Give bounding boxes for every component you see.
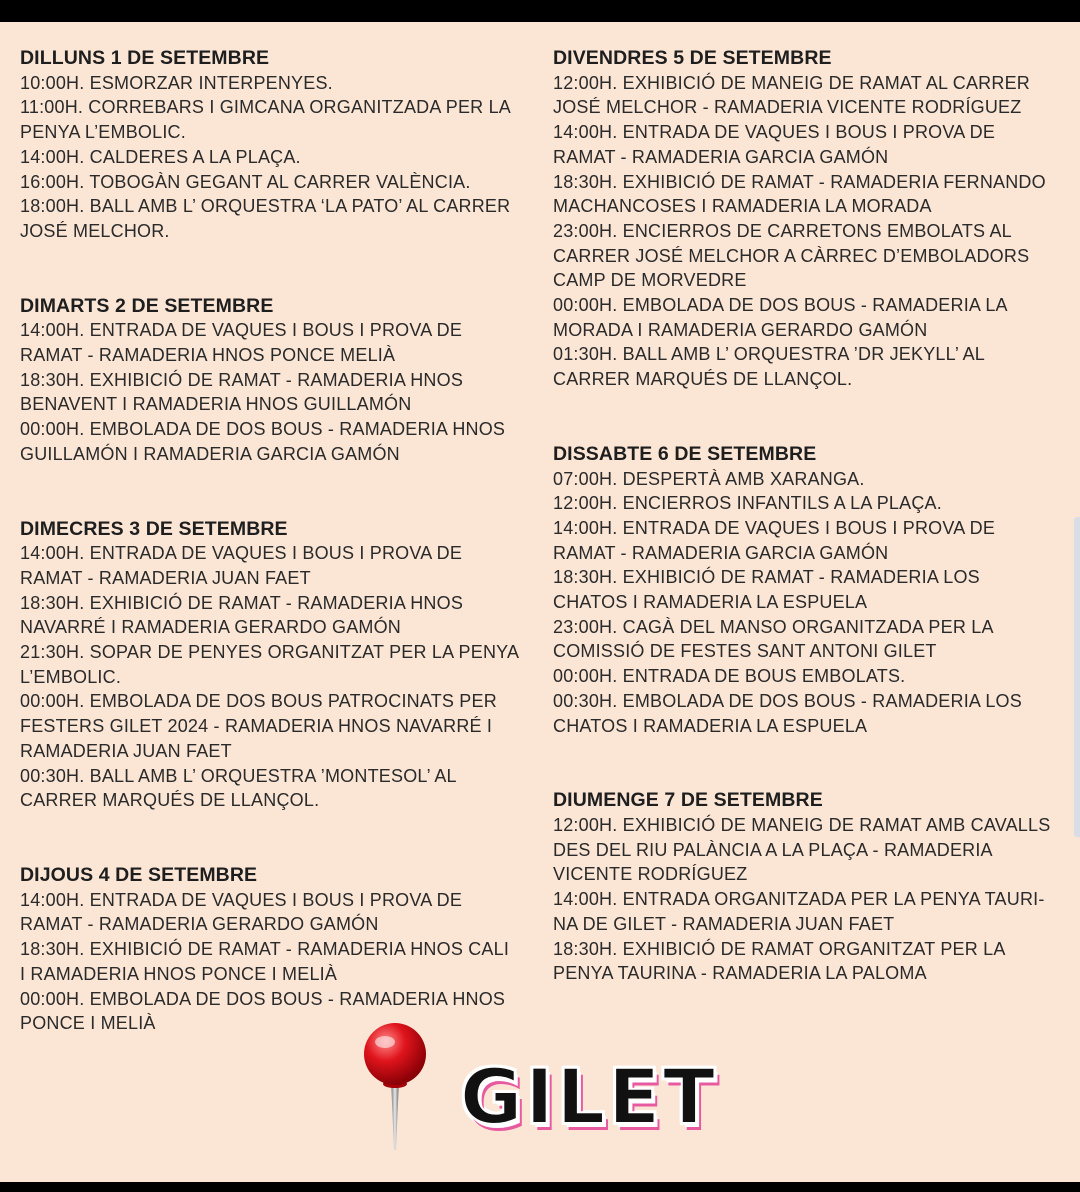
day-thursday (20, 863, 520, 1036)
event-item: 18:30H. EXHIBICIÓ DE RAMAT ORGANITZAT PER LA PENYA TAURINA - RAMADERIA LA PALOMA (553, 938, 1006, 984)
event-item: 18:30H. EXHIBICIÓ DE RAMAT - RAMADERIA LOS CHATOS I RAMADERIA LA ESPUELA (553, 567, 980, 613)
day-wednesday (20, 517, 520, 813)
event-item: 14:00H. CALDERES A LA PLAÇA. (20, 146, 301, 167)
event-item: 00:00H. EMBOLADA DE DOS BOUS - RAMADERIA HNOS GUILLAMÓN I RAMADERIA GARCIA GAMÓN (20, 419, 506, 464)
event-item: 14:00H. ENTRADA ORGANITZADA PER LA PENYA TAURI- NA DE GILET - RAMADERIA JUAN FAET (553, 889, 1045, 934)
event-item: 12:00H. EXHIBICIÓ DE MANEIG DE RAMAT AMB CAVALLS DES DEL RIU PALÀNCIA A LA PLAÇA - RAMADERIA VICENTE RODRÍGUEZ (553, 814, 1051, 885)
day-title: DILLUNS 1 DE SETEMBRE (20, 47, 270, 69)
event-item: 14:00H. ENTRADA DE VAQUES I BOUS I PROVA DE RAMAT - RAMADERIA HNOS PONCE MELIÀ (20, 320, 463, 366)
day-title: DIJOUS 4 DE SETEMBRE (20, 863, 258, 886)
day-title: DIMARTS 2 DE SETEMBRE (20, 294, 274, 317)
event-item: 00:00H. EMBOLADA DE DOS BOUS - RAMADERIA LA MORADA I RAMADERIA GERARDO GAMÓN (553, 295, 1008, 340)
event-item: 14:00H. ENTRADA DE VAQUES I BOUS I PROVA DE RAMAT - RAMADERIA JUAN FAET (20, 543, 463, 588)
event-item: 00:30H. BALL AMB L’ ORQUESTRA ’MONTESOL’ AL CARRER MARQUÉS DE LLANÇOL. (20, 765, 457, 811)
schedule-column-right (553, 46, 1063, 1036)
event-item: 18:30H. EXHIBICIÓ DE RAMAT - RAMADERIA HNOS CALI I RAMADERIA HNOS PONCE I MELIÀ (20, 939, 510, 984)
day-tuesday (20, 294, 520, 467)
day-friday (553, 46, 1063, 392)
event-item: 18:00H. BALL AMB L’ ORQUESTRA ‘LA PATO’ AL CARRER JOSÉ MELCHOR. (20, 196, 511, 241)
schedule-column-left (20, 46, 520, 1086)
event-item: 01:30H. BALL AMB L’ ORQUESTRA ’DR JEKYLL’ AL CARRER MARQUÉS DE LLANÇOL. (553, 344, 985, 390)
event-item: 14:00H. ENTRADA DE VAQUES I BOUS I PROVA DE RAMAT - RAMADERIA GARCIA GAMÓN (553, 517, 996, 563)
event-item: 00:00H. EMBOLADA DE DOS BOUS - RAMADERIA HNOS PONCE I MELIÀ (20, 988, 506, 1034)
day-title: DIUMENGE 7 DE SETEMBRE (553, 789, 823, 812)
event-item: 12:00H. EXHIBICIÓ DE MANEIG DE RAMAT AL CARRER JOSÉ MELCHOR - RAMADERIA VICENTE RODRÍGUEZ (553, 72, 1030, 118)
bottom-bar (0, 1182, 1080, 1192)
event-item: 21:30H. SOPAR DE PENYES ORGANITZAT PER LA PENYA L’EMBOLIC. (20, 642, 520, 687)
scroll-indicator[interactable] (1074, 517, 1080, 837)
day-monday (20, 46, 520, 244)
event-item: 07:00H. DESPERTÀ AMB XARANGA. (553, 468, 865, 489)
event-item: 00:00H. EMBOLADA DE DOS BOUS PATROCINATS PER FESTERS GILET 2024 - RAMADERIA HNOS NAVARRÉ I RAMADERIA JUAN FAET (20, 691, 497, 761)
day-sunday (553, 788, 1063, 986)
event-item: 14:00H. ENTRADA DE VAQUES I BOUS I PROVA DE RAMAT - RAMADERIA GARCIA GAMÓN (553, 122, 996, 167)
event-item: 10:00H. ESMORZAR INTERPENYES. (20, 72, 333, 93)
day-title: DIMECRES 3 DE SETEMBRE (20, 517, 288, 540)
day-title: DISSABTE 6 DE SETEMBRE (553, 442, 817, 465)
day-saturday (553, 442, 1063, 738)
event-item: 11:00H. CORREBARS I GIMCANA ORGANITZADA PER LA PENYA L’EMBOLIC. (20, 97, 511, 143)
event-item: 18:30H. EXHIBICIÓ DE RAMAT - RAMADERIA HNOS BENAVENT I RAMADERIA HNOS GUILLAMÓN (20, 369, 464, 415)
day-title: DIVENDRES 5 DE SETEMBRE (553, 47, 832, 69)
event-item: 18:30H. EXHIBICIÓ DE RAMAT - RAMADERIA FERNANDO MACHANCOSES I RAMADERIA LA MORADA (553, 171, 1046, 217)
event-item: 00:00H. ENTRADA DE BOUS EMBOLATS. (553, 666, 906, 687)
map-pin-icon (350, 1022, 440, 1152)
event-item: 18:30H. EXHIBICIÓ DE RAMAT - RAMADERIA HNOS NAVARRÉ I RAMADERIA GERARDO GAMÓN (20, 592, 464, 638)
event-item: 23:00H. ENCIERROS DE CARRETONS EMBOLATS AL CARRER JOSÉ MELCHOR A CÀRREC D’EMBOLADORS CAMP DE MORVEDRE (553, 220, 1030, 291)
brand-title: GILET (460, 1052, 718, 1141)
event-item: 16:00H. TOBOGÀN GEGANT AL CARRER VALÈNCIA. (20, 171, 471, 192)
event-item: 23:00H. CAGÀ DEL MANSO ORGANITZADA PER LA COMISSIÓ DE FESTES SANT ANTONI GILET (553, 616, 994, 662)
brand-logo (350, 1022, 750, 1162)
event-item: 12:00H. ENCIERROS INFANTILS A LA PLAÇA. (553, 493, 942, 514)
festival-poster (0, 22, 1080, 1182)
event-item: 14:00H. ENTRADA DE VAQUES I BOUS I PROVA DE RAMAT - RAMADERIA GERARDO GAMÓN (20, 889, 463, 935)
event-item: 00:30H. EMBOLADA DE DOS BOUS - RAMADERIA LOS CHATOS I RAMADERIA LA ESPUELA (553, 690, 1022, 736)
